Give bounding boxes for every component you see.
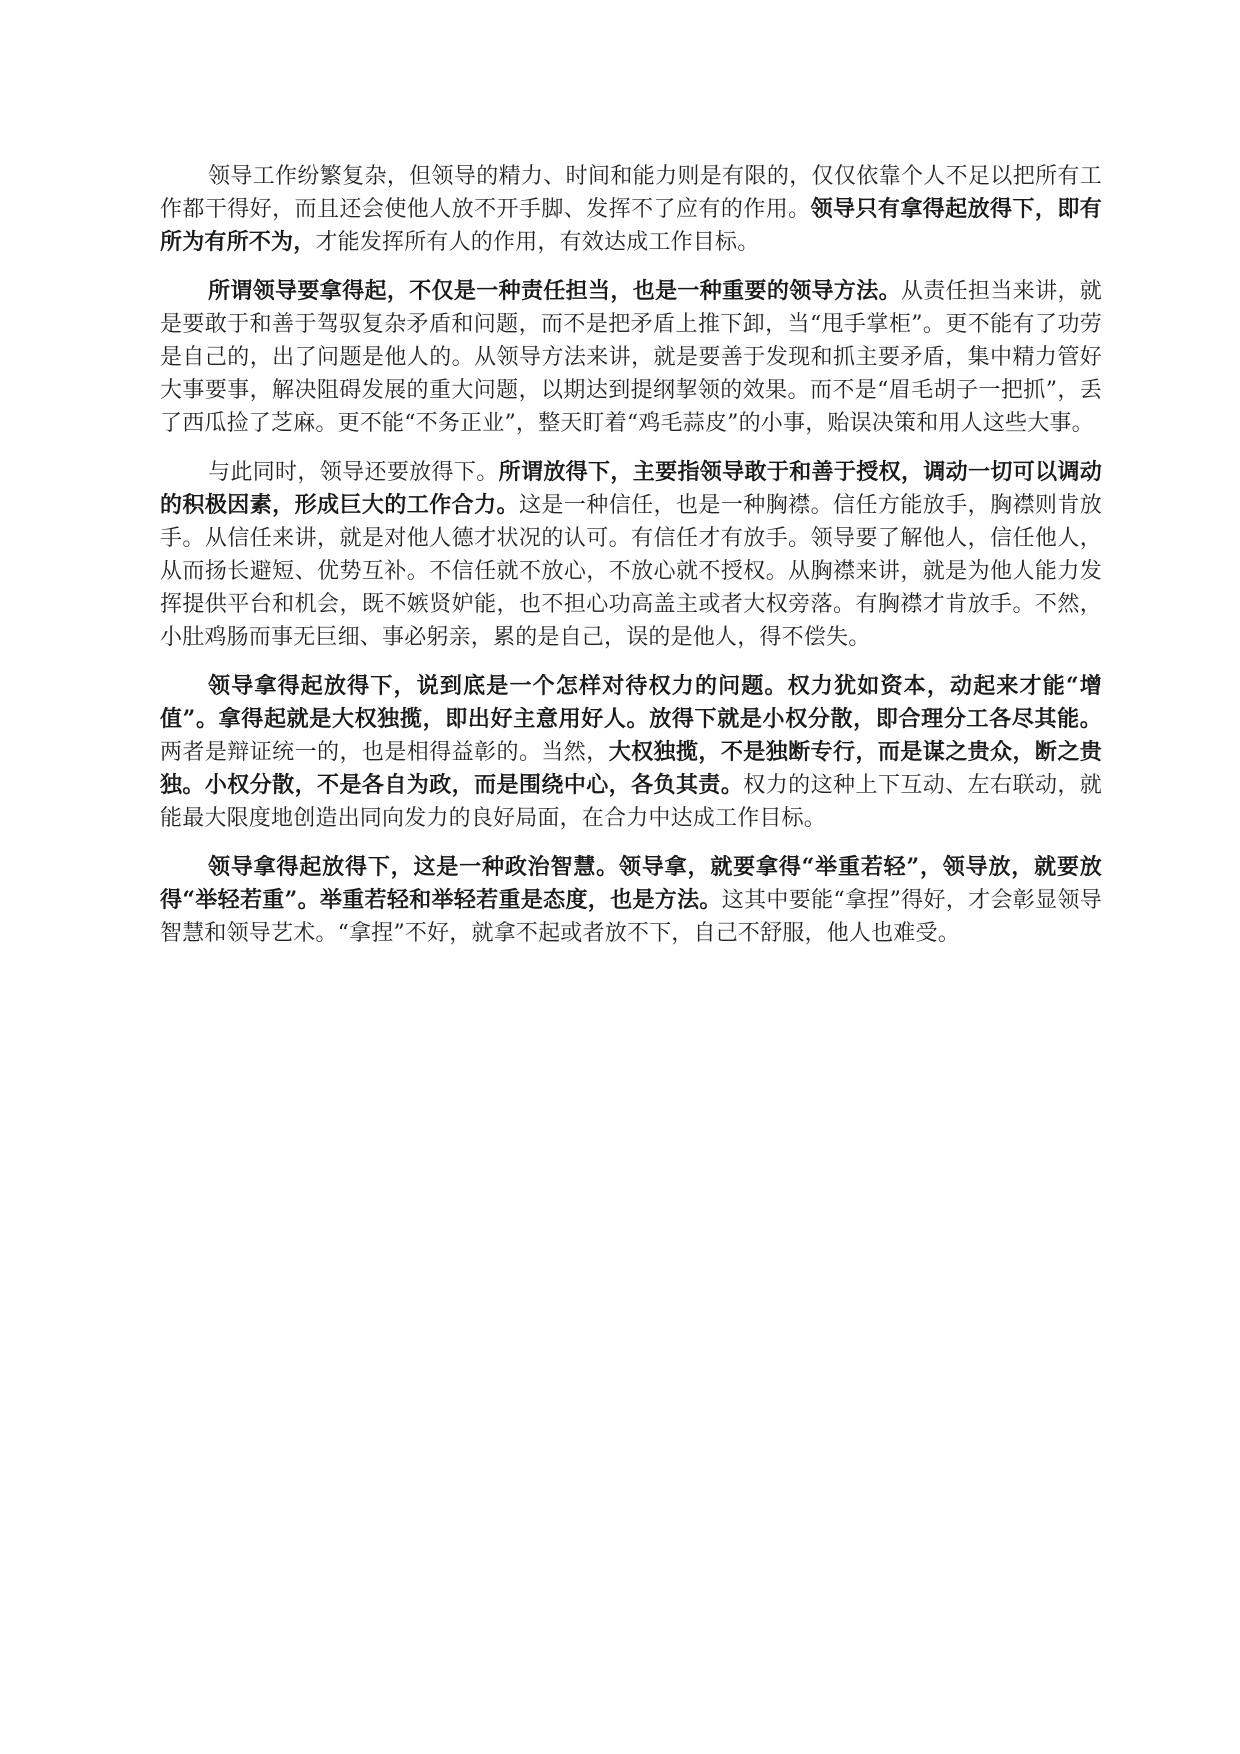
paragraph-5-segment-2: 这其中要能“拿捏”得好，才会彰显领导智慧和领导艺术。“拿捏”不好，就拿不起或者放不下，自己不舒服，他人也难受。 — [160, 888, 1102, 946]
paragraph-3-segment-2: 所谓放得下，主要指领导敢于和善于授权，调动一切可以调动的积极因素，形成巨大的工作合力。 — [160, 459, 1103, 518]
paragraph-4 — [160, 670, 1102, 835]
paragraph-1-segment-3: 才能发挥所有人的作用，有效达成工作目标。 — [315, 230, 760, 255]
paragraph-1 — [160, 160, 1102, 259]
paragraph-1-segment-2: 领导只有拿得起放得下，即有所为有所不为， — [160, 196, 1102, 255]
paragraph-4-segment-3: 大权独揽，不是独断专行，而是谋之贵众，断之贵独。小权分散，不是各自为政，而是围绕中心，各负其责。 — [160, 739, 1102, 798]
paragraph-1-segment-1: 领导工作纷繁复杂，但领导的精力、时间和能力则是有限的，仅仅依靠个人不足以把所有工作都干得好，而且还会使他人放不开手脚、发挥不了应有的作用。 — [160, 164, 1102, 222]
paragraph-4-segment-1: 领导拿得起放得下，说到底是一个怎样对待权力的问题。权力犹如资本，动起来才能“增值”。拿得起就是大权独揽，即出好主意用好人。放得下就是小权分散，即合理分工各尽其能。 — [160, 673, 1102, 732]
paragraph-3-segment-1: 与此同时，领导还要放得下。 — [208, 460, 499, 485]
article-body — [160, 160, 1102, 966]
paragraph-4-segment-4: 权力的这种上下互动、左右联动，就能最大限度地创造出同向发力的良好局面，在合力中达成工作目标。 — [160, 773, 1103, 831]
paragraph-5-segment-1: 领导拿得起放得下，这是一种政治智慧。领导拿，就要拿得“举重若轻”，领导放，就要放得“举轻若重”。举重若轻和举轻若重是态度，也是方法。 — [160, 854, 1102, 913]
paragraph-2 — [160, 275, 1102, 440]
paragraph-2-segment-2: 从责任担当来讲，就是要敢于和善于驾驭复杂矛盾和问题，而不是把矛盾上推下卸，当“甩手掌柜”。更不能有了功劳是自己的，出了问题是他人的。从领导方法来讲，就是要善于发现和抓主要矛盾，集中精力管好大事要事，解决阻碍发展的重大问题，以期达到提纲挈领的效果。而不是“眉毛胡子一把抓”，丢了西瓜捡了芝麻。更不能“不务正业”，整天盯着“鸡毛蒜皮”的小事，贻误决策和用人这些大事。 — [160, 279, 1102, 436]
paragraph-4-segment-2: 两者是辩证统一的，也是相得益彰的。当然， — [160, 740, 609, 765]
paragraph-5 — [160, 851, 1102, 950]
paragraph-2-segment-1: 所谓领导要拿得起，不仅是一种责任担当，也是一种重要的领导方法。 — [208, 278, 901, 304]
paragraph-3-segment-3: 这是一种信任，也是一种胸襟。信任方能放手，胸襟则肯放手。从信任来讲，就是对他人德才状况的认可。有信任才有放手。领导要了解他人，信任他人，从而扬长避短、优势互补。不信任就不放心，不放心就不授权。从胸襟来讲，就是为他人能力发挥提供平台和机会，既不嫉贤妒能，也不担心功高盖主或者大权旁落。有胸襟才肯放手。不然，小肚鸡肠而事无巨细、事必躬亲，累的是自己，误的是他人，得不偿失。 — [160, 493, 1103, 650]
paragraph-3 — [160, 456, 1102, 654]
